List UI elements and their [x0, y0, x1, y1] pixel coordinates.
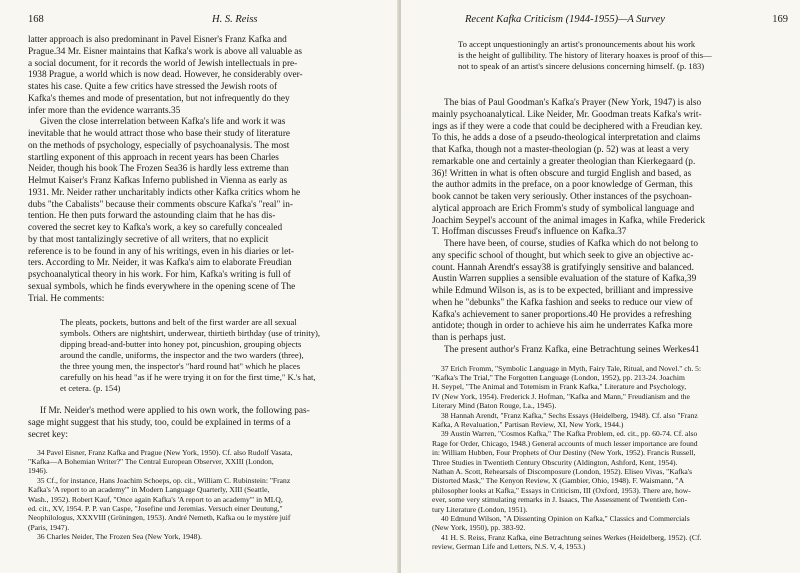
text-line: Prague.34 Mr. Eisner maintains that Kafka's work is above all valuable as: [28, 46, 303, 57]
text-line: 1938 Prague, a world which is now dead. However, he considerably over-: [28, 70, 303, 81]
text-line: Given the close interrelation between Kafka's life and work it was: [40, 117, 286, 128]
footnote-line: Literary Mind (Baton Rouge, La., 1945).: [432, 401, 557, 411]
footnote-line: tury Literature (London, 1951).: [432, 504, 528, 514]
quote-line: carefully on his head "as if he were trying it on for the first time," K.'s hat,: [60, 372, 316, 383]
text-line: the author admits in the preface, on a poor knowledge of German, this: [432, 180, 693, 191]
text-line: ters. According to Mr. Neider, it was Kafka's aim to elaborate Freudian: [28, 258, 292, 269]
text-line: when he "debunks" the Kafka fashion and seeks to reduce our view of: [432, 297, 693, 308]
footnote-line: IV (New York, 1954). Frederick J. Hofman, "Kafka and Mann," Freudianism and the: [432, 391, 690, 401]
footnote-line: "Kafka's The Trial," The Forgotten Language (London, 1952), pp. 213-24. Joachim: [432, 372, 685, 382]
text-line: Neider, though his book The Frozen Sea36 is hardly less extreme than: [28, 164, 289, 175]
text-line: Helmut Kaiser's Franz Kafkas Inferno published in Vienna as early as: [28, 176, 288, 186]
text-line: remarkable one and certainly a greater theologian than Kierkegaard (p.: [432, 156, 696, 167]
text-line: Kafka's themes and mode of presentation, but not infrequently do they: [28, 93, 290, 104]
footnote-line: Wash., 1952). Robert Kauf, "Once again Kafka's 'A report to an academy'" in MLQ,: [28, 494, 283, 504]
text-line: while Edmund Wilson is, as is to be expected, brilliant and impressive: [432, 286, 694, 296]
text-line: count. Hannah Arendt's essay38 is gratifyingly sensitive and balanced.: [432, 262, 694, 273]
text-line: startling exponent of this approach in recent years has been Charles: [28, 152, 279, 163]
footnote-line: 38 Hannah Arendt, "Franz Kafka," Sechs Essays (Heidelberg, 1948). Cf. also "Franz: [441, 410, 698, 420]
block-quote: [442, 39, 788, 72]
running-head-author: H. S. Reiss: [212, 14, 258, 25]
text-line: 36)! Written in what is often obscure and turgid English and based, as: [432, 168, 692, 179]
main-text-continued: [28, 406, 390, 441]
text-line: Austin Warren supplies a sensible evaluation of the stature of Kafka,39: [432, 274, 697, 285]
text-line: inevitable that he would attract those who base their study of literature: [28, 129, 291, 139]
page-number: 169: [772, 14, 788, 25]
text-line: sexual symbols, which he finds everywhere in the opening scene of The: [28, 281, 296, 292]
text-line: mainly psychoanalytical. Like Neider, Mr. Goodman treats Kafka's writ-: [432, 109, 702, 120]
footnote-line: 39 Austin Warren, "Cosmos Kafka," The Kafka Problem, ed. cit., pp. 60-74. Cf. also: [441, 429, 698, 439]
text-line: dubs "the Cabalists" because their comments obscure Kafka's "real" in-: [28, 199, 293, 210]
footnote-line: 41 H. S. Reiss, Franz Kafka, eine Betrachtung seines Werkes (Heidelberg, 1952). (Cf.: [441, 532, 702, 542]
footnote-line: Kafka, A Revaluation," Partisan Review, XI, New York, 1944.): [432, 419, 624, 429]
quote-line: dipping bread-and-butter into honey pot, pincushion, grouping objects: [60, 339, 302, 350]
quote-line: the three young men, the inspector's "hard round hat" which he places: [60, 361, 301, 372]
text-line: Kafka's achievement to saner proportions.40 He provides a refreshing: [432, 309, 692, 320]
footnote-line: "Kafka—A Bohemian Writer?" The Central European Observer, XXIII (London,: [28, 456, 274, 466]
right-text-column: [432, 39, 794, 552]
footnote-line: review, German Life and Letters, N.S. V, 4, 1953.): [432, 542, 586, 552]
footnote-line: Rage for Order, Chicago, 1948.) General accounts of much lesser importance are found: [432, 438, 698, 448]
text-line: latter approach is also predominant in Pavel Eisner's Franz Kafka and: [28, 35, 287, 45]
text-line: on the methods of psychology, especially of psychoanalysis. The most: [28, 140, 290, 151]
text-line: a social document, for it records the world of Jewish intellectuals in pre-: [28, 58, 298, 69]
quote-line: et cetera. (p. 154): [60, 383, 121, 394]
text-line: covered the secret key to Kafka's work, a key so carefully concealed: [28, 223, 283, 233]
main-text: [432, 98, 794, 357]
right-page: [401, 0, 800, 573]
footnote-line: 37 Erich Fromm, "Symbolic Language in Myth, Fairy Tale, Ritual, and Novel." ch. 5:: [441, 363, 702, 373]
footnotes: [28, 448, 390, 542]
footnote-line: 34 Pavel Eisner, Franz Kafka and Prague (New York, 1950). Cf. also Rudolf Vasata,: [37, 447, 293, 457]
page-number: 168: [28, 14, 44, 25]
text-line: Joachim Seypel's account of the animal images in Kafka, while Frederick: [432, 215, 706, 226]
left-page: [0, 0, 399, 573]
footnote-line: 35 Cf., for instance, Hans Joachim Schoeps, op. cit., William C. Rubinstein: "Franz: [37, 475, 291, 485]
footnote-line: (New York, 1950), pp. 383-92.: [432, 523, 526, 533]
footnote-line: 36 Charles Neider, The Frozen Sea (New York, 1948).: [37, 532, 202, 542]
quote-line: The pleats, pockets, buttons and belt of the first warder are all sexual: [60, 317, 297, 328]
footnote-line: ever, some very stimulating remarks in J. Isaacs, The Assessment of Twentieth Cen-: [432, 495, 688, 505]
text-line: ings as if they were a code that could be deciphered with a Freudian key.: [432, 121, 703, 132]
text-line: sage might suggest that his study, too, could be explained in terms of a: [28, 418, 291, 428]
footnote-line: Neophilologus, XXXVIII (Gröningen, 1953). André Nemeth, Kafka ou le mystère juif: [28, 513, 291, 523]
quote-line: To accept unquestioningly an artist's pronouncements about his work: [458, 39, 696, 49]
text-line: any specific school of thought, but which seek to give an objective ac-: [432, 250, 694, 261]
text-line: reference is to be found in any of his writings, even in his diaries or let-: [28, 246, 294, 257]
left-text-column: [28, 35, 390, 542]
text-line: states his case. Quite a few critics have stressed the Jewish roots of: [28, 82, 278, 92]
text-line: 1931. Mr. Neider rather uncharitably indicts other Kafka critics whom he: [28, 187, 301, 198]
footnotes: [432, 364, 794, 552]
quote-line: symbols. Others are nightshirt, underwear, thirtieth birthday (use of trinity),: [60, 328, 321, 339]
text-line: If Mr. Neider's method were applied to his own work, the following pas-: [40, 406, 310, 417]
footnote-line: (Paris, 1947).: [28, 522, 70, 532]
text-line: infer more than the evidence warrants.35: [28, 105, 181, 116]
footnote-line: in: William Hubben, Four Prophets of Our Destiny (New York, 1952). Francis Russell,: [432, 448, 696, 458]
footnote-line: 40 Edmund Wilson, "A Dissenting Opinion on Kafka," Classics and Commercials: [441, 514, 690, 523]
text-line: T. Hoffman discusses Freud's influence on Kafka.37: [432, 227, 627, 238]
text-line: The present author's Franz Kafka, eine Betrachtung seines Werkes41: [444, 344, 700, 355]
quote-line: not to speak of an artist's sincere delusions concerning himself. (p. 183): [458, 61, 705, 71]
running-head-title: Recent Kafka Criticism (1944-1955)—A Survey: [465, 14, 665, 25]
footnote-line: Distorted Mask," The Kenyon Review, X (Gambier, Ohio, 1948). F. Waismann, "A: [432, 476, 684, 486]
quote-line: around the candle, uniforms, the inspector and the two warders (three),: [60, 350, 304, 361]
footnote-line: Three Studies in Twentieth Century Obscurity (Aldington, Ashford, Kent, 1954).: [432, 457, 678, 467]
footnote-line: ed. cit., XV, 1954. P. P. van Caspe, "Josefine und Jeremias. Versuch einer Deutung,": [28, 503, 283, 513]
text-line: tention. He then puts forward the astounding claim that he has dis-: [28, 211, 276, 222]
text-line: Trial. He comments:: [28, 293, 105, 304]
quote-line: is the height of gullibility. The history of literary hoaxes is proof of this—: [458, 50, 712, 60]
footnote-line: Nathan A. Scott, Rehearsals of Discomposure (London, 1952). Eliseo Vivas, "Kafka's: [432, 466, 693, 476]
text-line: The bias of Paul Goodman's Kafka's Prayer (New York, 1947) is also: [444, 98, 702, 108]
block-quote: [44, 317, 384, 394]
text-line: that Kafka, though not a master-theologian (p. 52) was at least a very: [432, 145, 689, 155]
text-line: There have been, of course, studies of Kafka which do not belong to: [444, 239, 699, 249]
footnote-line: philosopher looks at Kafka," Essays in Criticism, III (Oxford, 1953). There are, how-: [432, 485, 691, 495]
text-line: antidote; though in order to achieve his aim he underrates Kafka more: [432, 321, 693, 332]
text-line: by that most tantalizingly secretive of all writers, that no explicit: [28, 234, 269, 245]
main-text: [28, 35, 390, 305]
footnote-line: Kafka's 'A report to an academy'" in Modern Language Quarterly, XIII (Seattle,: [28, 485, 270, 495]
text-line: than is perhaps just.: [432, 333, 506, 343]
footnote-line: H. Seypel, "The Animal and Totemism in Frank Kafka," Literature and Psychology,: [432, 382, 687, 392]
text-line: To this, he adds a dose of a pseudo-theological interpretation and claims: [432, 133, 701, 144]
footnote-line: 1946).: [28, 466, 48, 476]
text-line: psychoanalytical theory in his work. For him, Kafka's writing is full of: [28, 270, 291, 280]
text-line: secret key:: [28, 429, 69, 440]
text-line: book cannot be taken very seriously. Other instances of the psychoan-: [432, 192, 692, 202]
text-line: alytical approach are Erich Fromm's study of symbolical language and: [432, 203, 695, 214]
